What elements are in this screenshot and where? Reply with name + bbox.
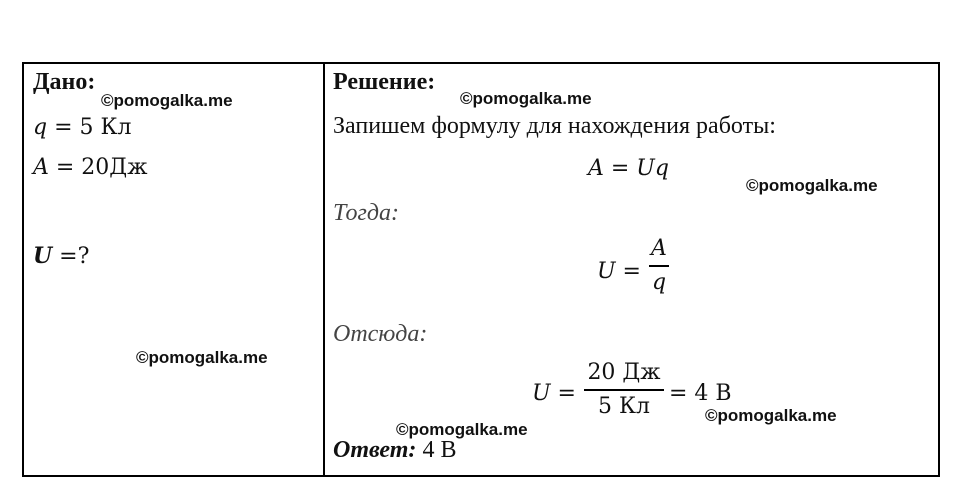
voltage-symbol: U [33,243,53,269]
hence-label: Отсюда: [333,321,428,347]
formula-result-rhs: = 4 В [669,381,732,406]
watermark-text: ©pomogalka.me [101,91,233,110]
answer-label: Ответ: [333,437,417,463]
charge-symbol: q [33,115,48,140]
formula-work: A = Uq [588,156,669,181]
answer-value: 4 В [416,437,457,463]
fraction-denominator: q [651,270,667,295]
watermark-text: ©pomogalka.me [460,89,592,108]
given-unknown [33,245,89,268]
answer-line [333,438,456,462]
result-fraction-bar [584,389,664,391]
given-charge [33,117,132,139]
result-numerator: 20 Дж [587,360,661,385]
result-denominator: 5 Кл [598,394,650,419]
fraction-bar [649,265,669,267]
watermark-text: ©pomogalka.me [396,420,528,439]
solution-heading: Решение: [333,69,436,95]
fraction-numerator: A [651,236,667,261]
given-heading: Дано: [33,69,96,95]
formula-voltage-lhs: U = [597,259,641,284]
formula-result-lhs: U = [532,381,576,406]
given-work [33,157,147,179]
then-label: Тогда: [333,200,399,226]
watermark-text: ©pomogalka.me [705,406,837,425]
charge-value: = 5 Кл [47,115,132,140]
formula-voltage-fraction [649,238,669,294]
formula-result-fraction [584,362,664,418]
watermark-text: ©pomogalka.me [746,176,878,195]
solution-intro: Запишем формулу для нахождения работы: [333,113,776,139]
work-symbol: A [33,155,49,180]
column-divider [323,64,325,475]
watermark-text: ©pomogalka.me [136,348,268,367]
unknown-mark: =? [52,244,90,269]
work-value: = 20Дж [48,155,148,180]
